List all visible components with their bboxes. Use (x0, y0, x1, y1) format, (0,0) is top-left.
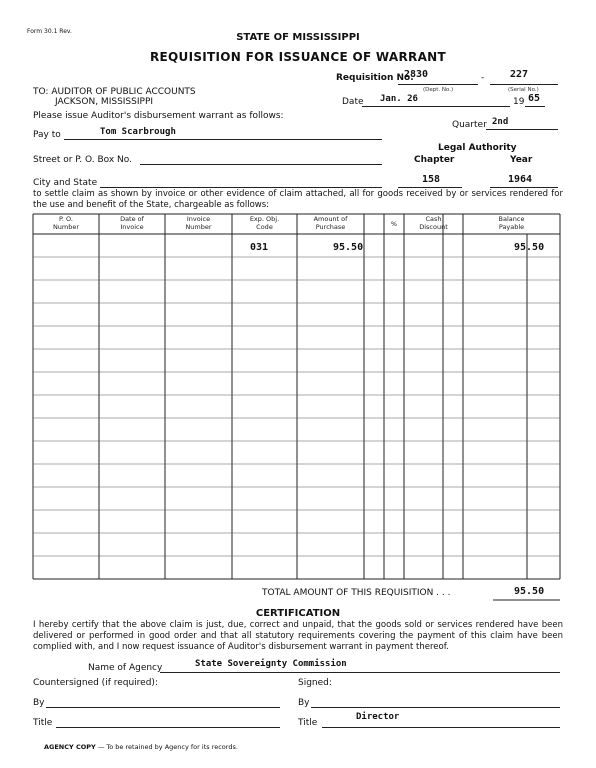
signed-label: Signed: (298, 678, 332, 688)
certification-title: CERTIFICATION (255, 608, 341, 619)
dept-no-value[interactable]: 2830 (404, 69, 429, 80)
by-label-left: By (33, 698, 45, 708)
col-header-cash-discount: Cash Discount (419, 215, 448, 231)
title-label-right: Title (298, 718, 318, 728)
year-prefix: 19 (513, 97, 525, 107)
col-header-balance-payable: Balance Payable (498, 215, 525, 231)
by-line-left (46, 707, 280, 708)
instruction-text: Please issue Auditor's disbursement warrant as follows: (33, 111, 284, 121)
row-amount[interactable]: 95.50 (333, 242, 364, 253)
year-value[interactable]: 65 (528, 93, 541, 104)
settle-claim-text: to settle claim as shown by invoice or other evidence of claim attached, all for goods received by or services rendered for the use and benefit of the State, chargeable as follows: (33, 189, 563, 210)
col-header-invoice-number: Invoice Number (185, 215, 212, 231)
title-value-right[interactable]: Director (356, 712, 400, 722)
addressee-line2: JACKSON, MISSISSIPPI (55, 97, 154, 107)
year-label: Year (510, 155, 533, 165)
state-heading: STATE OF MISSISSIPPI (236, 32, 360, 43)
col-header-exp-obj-code: Exp. Obj. Code (249, 215, 280, 231)
street-label: Street or P. O. Box No. (33, 155, 132, 165)
date-label: Date (342, 97, 364, 107)
footer-note (44, 743, 238, 751)
city-label: City and State (33, 178, 98, 188)
countersigned-label: Countersigned (if required): (33, 678, 158, 688)
title-line-left (56, 727, 280, 728)
quarter-value[interactable]: 2nd (492, 117, 509, 127)
title-line-right (322, 727, 560, 728)
col-header-po-number: P. O. Number (52, 215, 80, 231)
title-label-left: Title (33, 718, 53, 728)
agency-value[interactable]: State Sovereignty Commission (195, 659, 347, 669)
requisition-dash: - (481, 73, 485, 83)
col-header-date-of-invoice: Date of Invoice (120, 215, 144, 231)
serial-no-value[interactable]: 227 (510, 69, 529, 80)
total-label: TOTAL AMOUNT OF THIS REQUISITION . . . (262, 588, 451, 598)
authority-year-value[interactable]: 1964 (508, 174, 533, 185)
chapter-label: Chapter (414, 155, 455, 165)
legal-authority-title: Legal Authority (438, 143, 517, 153)
serial-no-caption: (Serial No.) (508, 87, 539, 93)
form-title: REQUISITION FOR ISSUANCE OF WARRANT (150, 50, 446, 64)
pay-to-value[interactable]: Tom Scarbrough (100, 127, 176, 137)
form-number: Form 30.1 Rev. (27, 28, 72, 35)
chapter-value[interactable]: 158 (422, 174, 441, 185)
pay-to-label: Pay to (33, 130, 61, 140)
dept-no-caption: (Dept. No.) (423, 87, 454, 93)
col-header-percent: % (390, 220, 398, 228)
col-header-amount-of-purchase: Amount of Purchase (313, 215, 348, 231)
by-line-right (311, 707, 560, 708)
agency-label: Name of Agency (88, 663, 163, 673)
date-value[interactable]: Jan. 26 (380, 94, 418, 104)
row-exp-obj-code[interactable]: 031 (250, 242, 269, 253)
footer-note-text: — To be retained by Agency for its records. (95, 743, 238, 751)
total-value[interactable]: 95.50 (514, 586, 545, 597)
agency-line (160, 672, 560, 673)
requisition-label: Requisition No. (336, 73, 414, 83)
by-label-right: By (298, 698, 310, 708)
quarter-label: Quarter (452, 120, 487, 130)
certification-text: I hereby certify that the above claim is just, due, correct and unpaid, that the goods sold or services rendered have been delivered or performed in good order and that all statutory requirements covering the payment of this claim have been complied with, and I now request issuance of Auditor's disbursement warrant in payment thereof. (33, 620, 563, 652)
row-balance[interactable]: 95.50 (514, 242, 545, 253)
agency-copy-label: AGENCY COPY (44, 743, 96, 751)
addressee-line1: TO: AUDITOR OF PUBLIC ACCOUNTS (33, 87, 196, 97)
